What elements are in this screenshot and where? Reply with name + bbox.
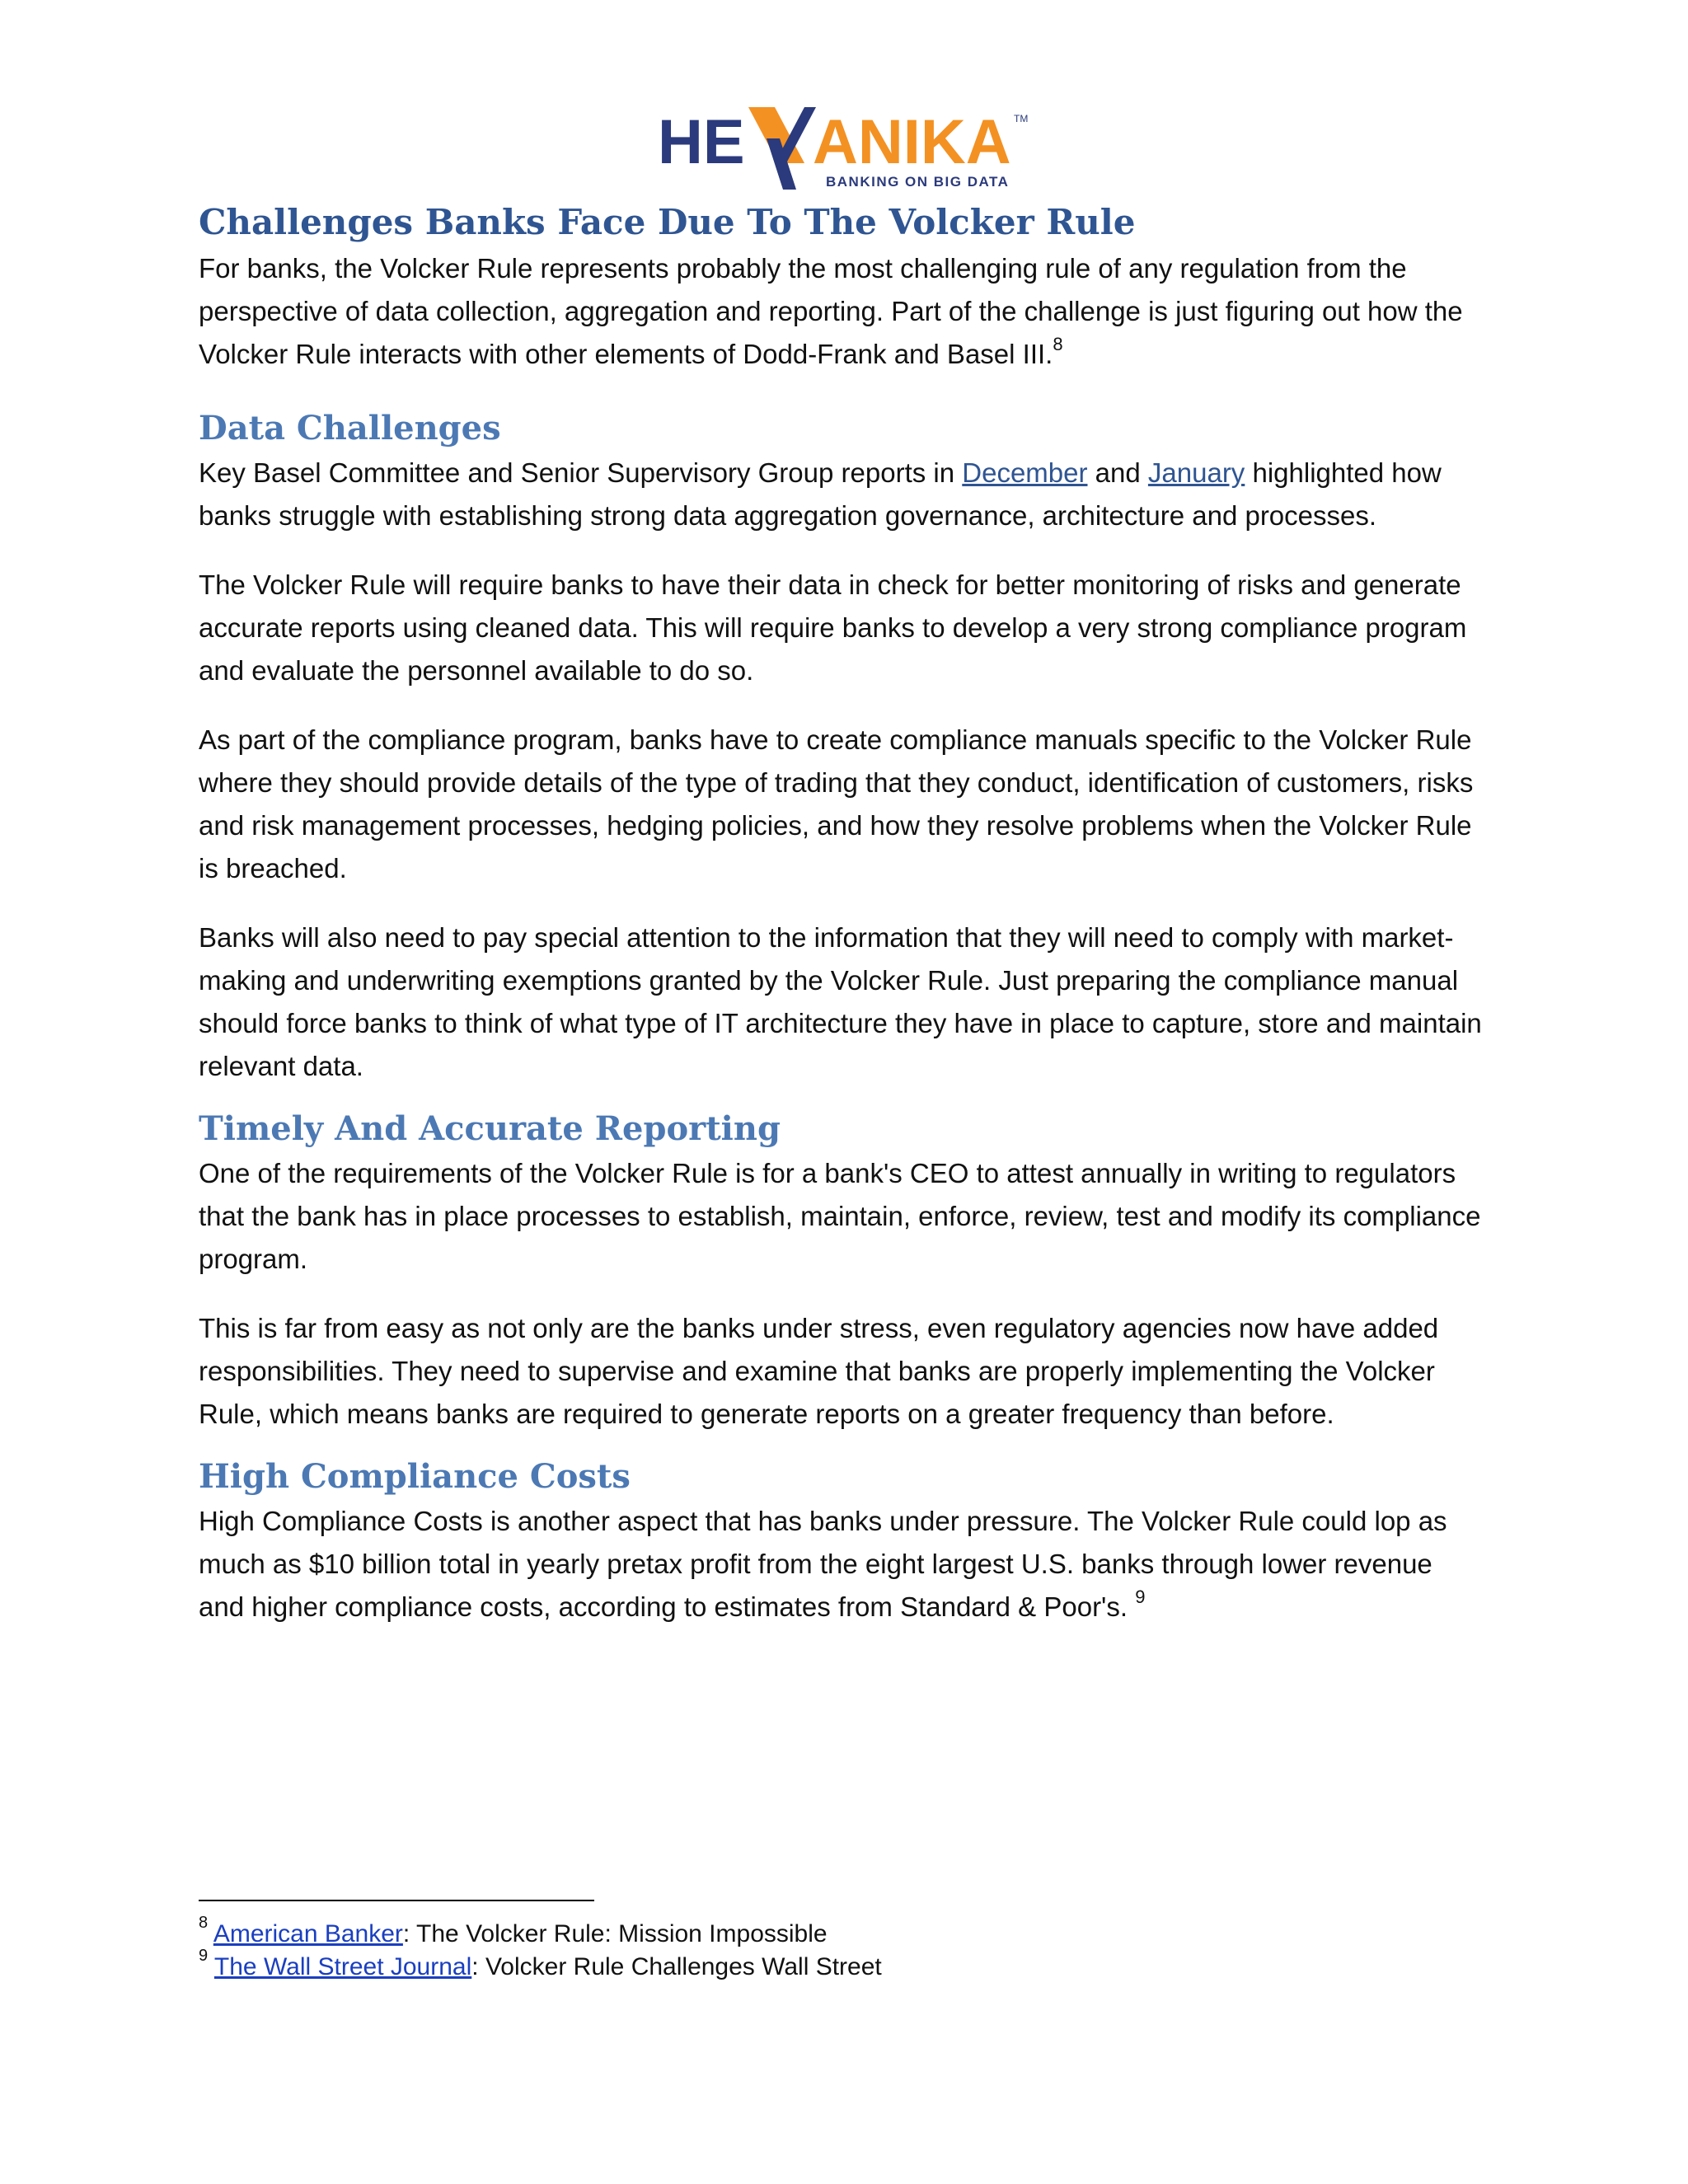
data-challenges-paragraph-4: Banks will also need to pay special attention to the information that they will need to comply with market-making and underwriting exemptions granted by the Volcker Rule. Just preparing the compliance manual should force banks to think of what type of IT architecture they have in place to capture, store and maintain relevant data.: [199, 922, 1482, 1081]
costs-paragraph: [199, 1500, 1484, 1629]
data-challenges-paragraph-3: As part of the compliance program, banks have to create compliance manuals specific to the Volcker Rule where they should provide details of the type of trading that they conduct, identification of customers, risks and risk management processes, hedging policies, and how they resolve problems when the Volcker Rule is breached.: [199, 724, 1474, 883]
data-challenges-paragraph-2: The Volcker Rule will require banks to have their data in check for better monitoring of risks and generate accurate reports using cleaned data. This will require banks to develop a very strong compliance program and evaluate the personnel available to do so.: [199, 569, 1467, 686]
intro-paragraph: [199, 247, 1484, 376]
hexanika-logo: [651, 97, 1039, 196]
footnote-number: 8: [199, 1914, 209, 1932]
footnote-ref-8[interactable]: 8: [1053, 334, 1063, 354]
footnotes: [199, 1900, 1484, 1984]
heading-data-challenges: Data Challenges: [199, 409, 501, 448]
footnote-text: : Volcker Rule Challenges Wall Street: [471, 1953, 882, 1980]
wall-street-journal-link[interactable]: The Wall Street Journal: [213, 1953, 472, 1980]
american-banker-link[interactable]: American Banker: [213, 1920, 403, 1947]
text-span: highlighted how banks struggle with establishing strong data aggregation governance, architecture and processes.: [199, 457, 1442, 531]
intro-text: For banks, the Volcker Rule represents probably the most challenging rule of any regulation from the perspective of data collection, aggregation and reporting. Part of the challenge is just figuring out how the Volcker Rule interacts with other elements of Dodd-Frank and Basel III.: [199, 253, 1463, 369]
footnote-9: [199, 1947, 1484, 1984]
logo-x-mark: [748, 107, 816, 190]
footnote-separator: [199, 1900, 594, 1901]
logo-tagline: BANKING ON BIG DATA: [826, 174, 1010, 190]
logo-text-he: HE: [658, 107, 745, 177]
december-link[interactable]: December: [962, 457, 1088, 488]
data-challenges-paragraph-1: [199, 452, 1484, 537]
logo-text-anika: ANIKA: [813, 107, 1011, 177]
costs-text: High Compliance Costs is another aspect that has banks under pressure. The Volcker Rule could lop as much as $10 billion total in yearly pretax profit from the eight largest U.S. banks through lower revenue and higher compliance costs, according to estimates from Standard & Poor's.: [199, 1506, 1447, 1622]
reporting-paragraph-2: This is far from easy as not only are the banks under stress, even regulatory agencies now have added responsibilities. They need to supervise and examine that banks are properly implementing the Volcker Rule, which means banks are required to generate reports on a greater frequency than before.: [199, 1313, 1439, 1429]
page-title: Challenges Banks Face Due To The Volcker Rule: [199, 202, 1136, 242]
footnote-ref-9[interactable]: 9: [1135, 1586, 1146, 1607]
footnote-8: [199, 1914, 1484, 1951]
heading-timely-reporting: Timely And Accurate Reporting: [199, 1109, 781, 1148]
january-link[interactable]: January: [1147, 457, 1245, 488]
main-content: [199, 198, 1484, 1629]
logo-trademark: TM: [1014, 113, 1029, 124]
footnote-number: 9: [199, 1947, 209, 1965]
text-span: Key Basel Committee and Senior Supervisory Group reports in: [199, 457, 963, 488]
footnote-text: : The Volcker Rule: Mission Impossible: [402, 1920, 828, 1947]
heading-compliance-costs: High Compliance Costs: [199, 1457, 631, 1496]
reporting-paragraph-1: One of the requirements of the Volcker Rule is for a bank's CEO to attest annually in writing to regulators that the bank has in place processes to establish, maintain, enforce, review, test and modify its compliance program.: [199, 1158, 1481, 1274]
text-span: and: [1087, 457, 1148, 488]
